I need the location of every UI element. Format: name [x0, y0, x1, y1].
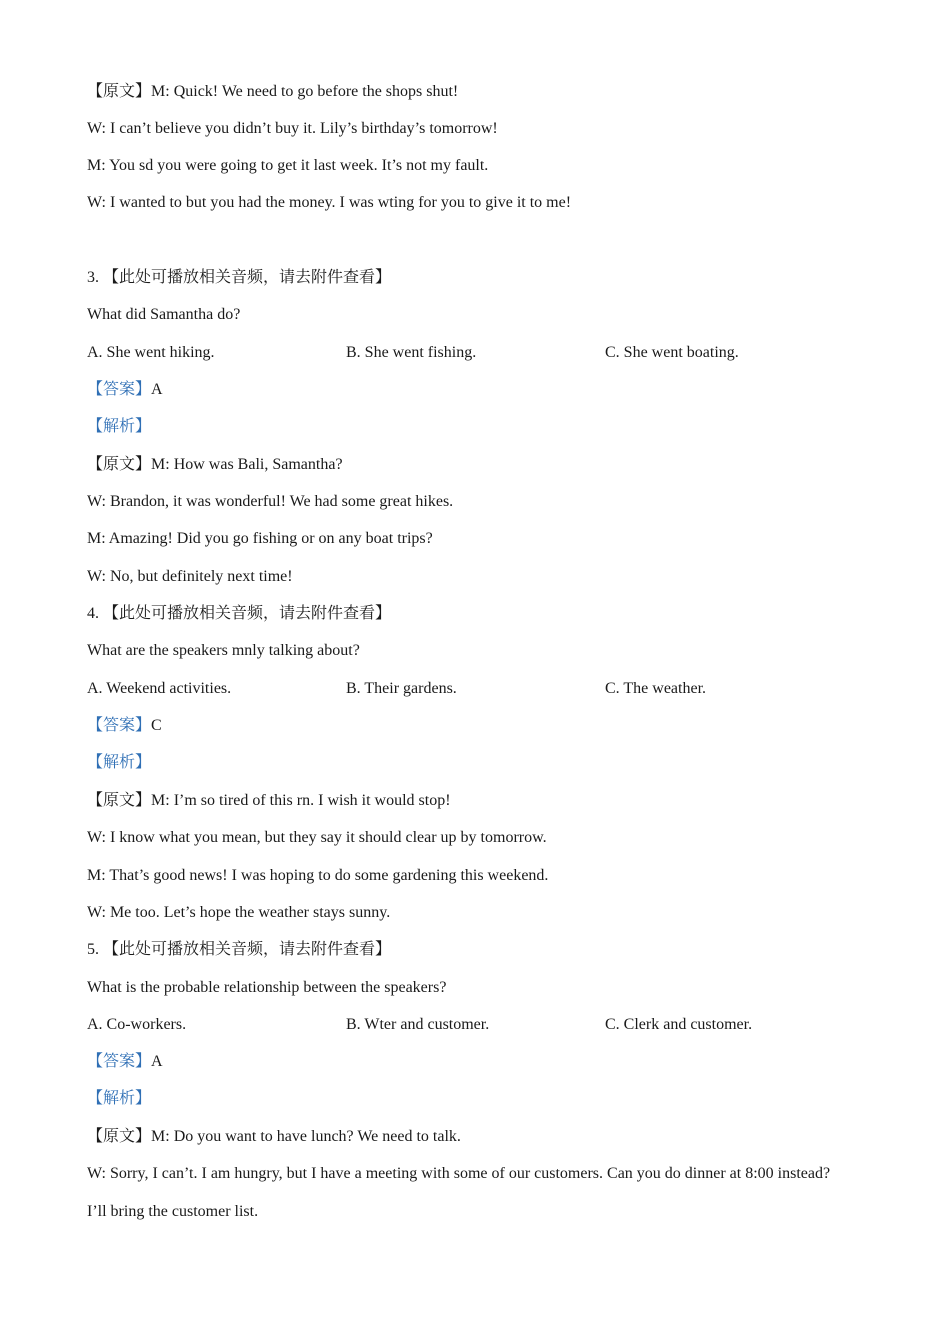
- transcript-line: W: I wanted to but you had the money. I was wting for you to give it to me!: [87, 194, 572, 211]
- transcript-line: M: You sd you were going to get it last week. It’s not my fault.: [87, 157, 489, 174]
- question-4-analysis-tag: 【解析】: [87, 754, 152, 771]
- question-3-text: What did Samantha do?: [87, 306, 241, 323]
- question-5-option-a: A. Co-workers.: [87, 1016, 187, 1033]
- transcript-line: W: Sorry, I can’t. I am hungry, but I have a meeting with some of our customers. Can you do dinner at 8:00 instead?: [87, 1165, 831, 1182]
- transcript-line: I’ll bring the customer list.: [87, 1203, 259, 1220]
- question-3-header: 3. 【此处可播放相关音频，请去附件查看】: [87, 269, 392, 286]
- transcript-text: M: Quick! We need to go before the shops shut!: [151, 83, 459, 100]
- transcript-text: M: Do you want to have lunch? We need to talk.: [151, 1128, 461, 1145]
- question-4-answer: [87, 716, 162, 736]
- answer-value: A: [151, 381, 163, 398]
- answer-tag: 【答案】: [87, 717, 152, 734]
- transcript-tag: 【原文】: [87, 83, 152, 100]
- transcript-line: [87, 1127, 461, 1147]
- transcript-tag: 【原文】: [87, 792, 152, 809]
- transcript-line: [87, 791, 451, 811]
- question-4-option-b: B. Their gardens.: [346, 680, 457, 697]
- transcript-text: M: How was Bali, Samantha?: [151, 456, 343, 473]
- question-5-text: What is the probable relationship between the speakers?: [87, 979, 447, 996]
- question-3-option-b: B. She went fishing.: [346, 344, 477, 361]
- answer-tag: 【答案】: [87, 1053, 152, 1070]
- transcript-line: W: Me too. Let’s hope the weather stays sunny.: [87, 904, 391, 921]
- answer-tag: 【答案】: [87, 381, 152, 398]
- question-3-answer: [87, 380, 163, 400]
- transcript-line: M: Amazing! Did you go fishing or on any boat trips?: [87, 530, 433, 547]
- transcript-line: W: Brandon, it was wonderful! We had some great hikes.: [87, 493, 454, 510]
- answer-value: A: [151, 1053, 163, 1070]
- question-5-analysis-tag: 【解析】: [87, 1090, 152, 1107]
- question-5-option-b: B. Wter and customer.: [346, 1016, 490, 1033]
- transcript-line: W: No, but definitely next time!: [87, 568, 293, 585]
- question-3-option-a: A. She went hiking.: [87, 344, 215, 361]
- transcript-tag: 【原文】: [87, 1128, 152, 1145]
- transcript-line: M: That’s good news! I was hoping to do some gardening this weekend.: [87, 867, 549, 884]
- question-3-analysis-tag: 【解析】: [87, 418, 152, 435]
- question-4-header: 4. 【此处可播放相关音频，请去附件查看】: [87, 605, 392, 622]
- transcript-line: W: I know what you mean, but they say it should clear up by tomorrow.: [87, 829, 547, 846]
- transcript-line: [87, 455, 343, 475]
- transcript-tag: 【原文】: [87, 456, 152, 473]
- answer-value: C: [151, 717, 162, 734]
- question-4-text: What are the speakers mnly talking about?: [87, 642, 360, 659]
- transcript-text: M: I’m so tired of this rn. I wish it would stop!: [151, 792, 451, 809]
- question-5-option-c: C. Clerk and customer.: [605, 1016, 753, 1033]
- question-5-answer: [87, 1052, 163, 1072]
- question-5-header: 5. 【此处可播放相关音频，请去附件查看】: [87, 941, 392, 958]
- transcript-line: [87, 82, 458, 102]
- transcript-line: W: I can’t believe you didn’t buy it. Lily’s birthday’s tomorrow!: [87, 120, 498, 137]
- question-4-option-a: A. Weekend activities.: [87, 680, 232, 697]
- question-4-option-c: C. The weather.: [605, 680, 707, 697]
- question-3-option-c: C. She went boating.: [605, 344, 739, 361]
